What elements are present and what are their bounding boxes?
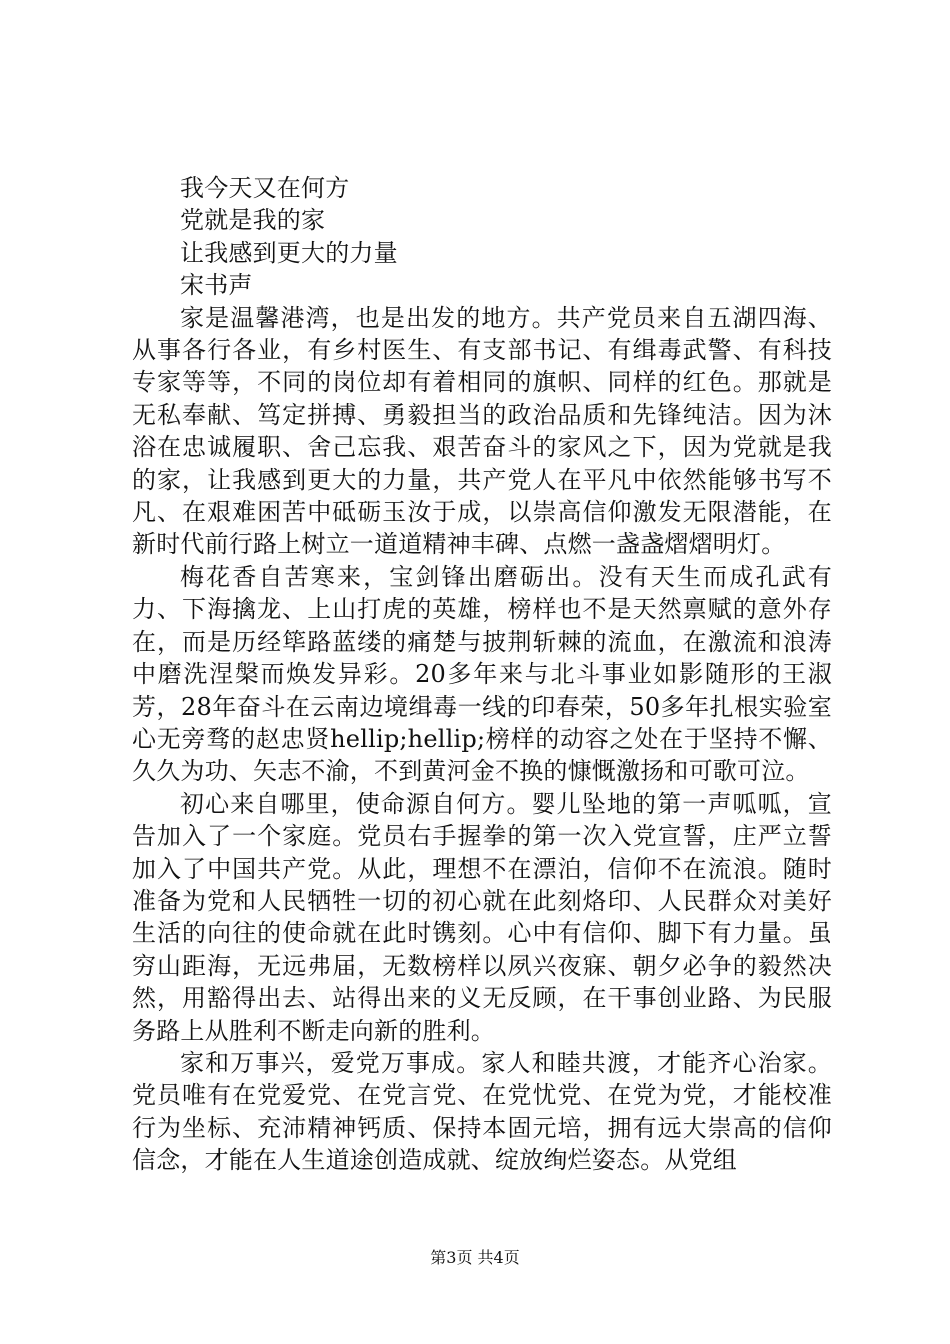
body-paragraph-3: 初心来自哪里，使命源自何方。婴儿坠地的第一声呱呱，宣告加入了一个家庭。党员右手握拳的第一次入党宣誓，庄严立誓加入了中国共产党。从此，理想不在漂泊，信仰不在流浪。随时准备为党和人民牺牲一切的初心就在此刻烙印、人民群众对美好生活的向往的使命就在此时镌刻。心中有信仰、脚下有力量。虽穷山距海，无远弗届，无数榜样以夙兴夜寐、朝夕必争的毅然决然，用豁得出去、站得出来的义无反顾，在干事创业路、为民服务路上从胜利不断走向新的胜利。	[132, 789, 832, 1045]
document-body	[132, 172, 832, 1177]
heading-line-3: 让我感到更大的力量	[180, 238, 398, 267]
author-name: 宋书声	[180, 271, 253, 300]
body-paragraph-2: 梅花香自苦寒来，宝剑锋出磨砺出。没有天生而成孔武有力、下海擒龙、上山打虎的英雄，榜样也不是天然禀赋的意外存在，而是历经筚路蓝缕的痛楚与披荆斩棘的流血，在激流和浪涛中磨洗涅槃而焕发异彩。20多年来与北斗事业如影随形的王淑芳，28年奋斗在云南边境缉毒一线的印春荣，50多年扎根实验室心无旁骛的赵忠贤hellip;hellip;榜样的动容之处在于坚持不懈、久久为功、矢志不渝，不到黄河金不换的慷慨激扬和可歌可泣。	[132, 562, 832, 786]
heading-line-2: 党就是我的家	[180, 206, 326, 235]
heading-line-1: 我今天又在何方	[180, 174, 350, 202]
body-paragraph-4: 家和万事兴，爱党万事成。家人和睦共渡，才能齐心治家。党员唯有在党爱党、在党言党、在党忧党、在党为党，才能校准行为坐标、充沛精神钙质、保持本固元培，拥有远大崇高的信仰信念，才能在人生道途创造成就、绽放绚烂姿态。从党组	[132, 1048, 832, 1175]
body-paragraph-1: 家是温馨港湾，也是出发的地方。共产党员来自五湖四海、从事各行各业，有乡村医生、有支部书记、有缉毒武警、有科技专家等等，不同的岗位却有着相同的旗帜、同样的红色。那就是无私奉献、笃定拼搏、勇毅担当的政治品质和先锋纯洁。因为沐浴在忠诚履职、舍己忘我、艰苦奋斗的家风之下，因为党就是我的家，让我感到更大的力量，共产党人在平凡中依然能够书写不凡、在艰难困苦中砥砺玉汝于成，以崇高信仰激发无限潜能，在新时代前行路上树立一道道精神丰碑、点燃一盏盏熠熠明灯。	[132, 303, 832, 559]
page-footer: 第3页 共4页	[430, 1248, 520, 1267]
